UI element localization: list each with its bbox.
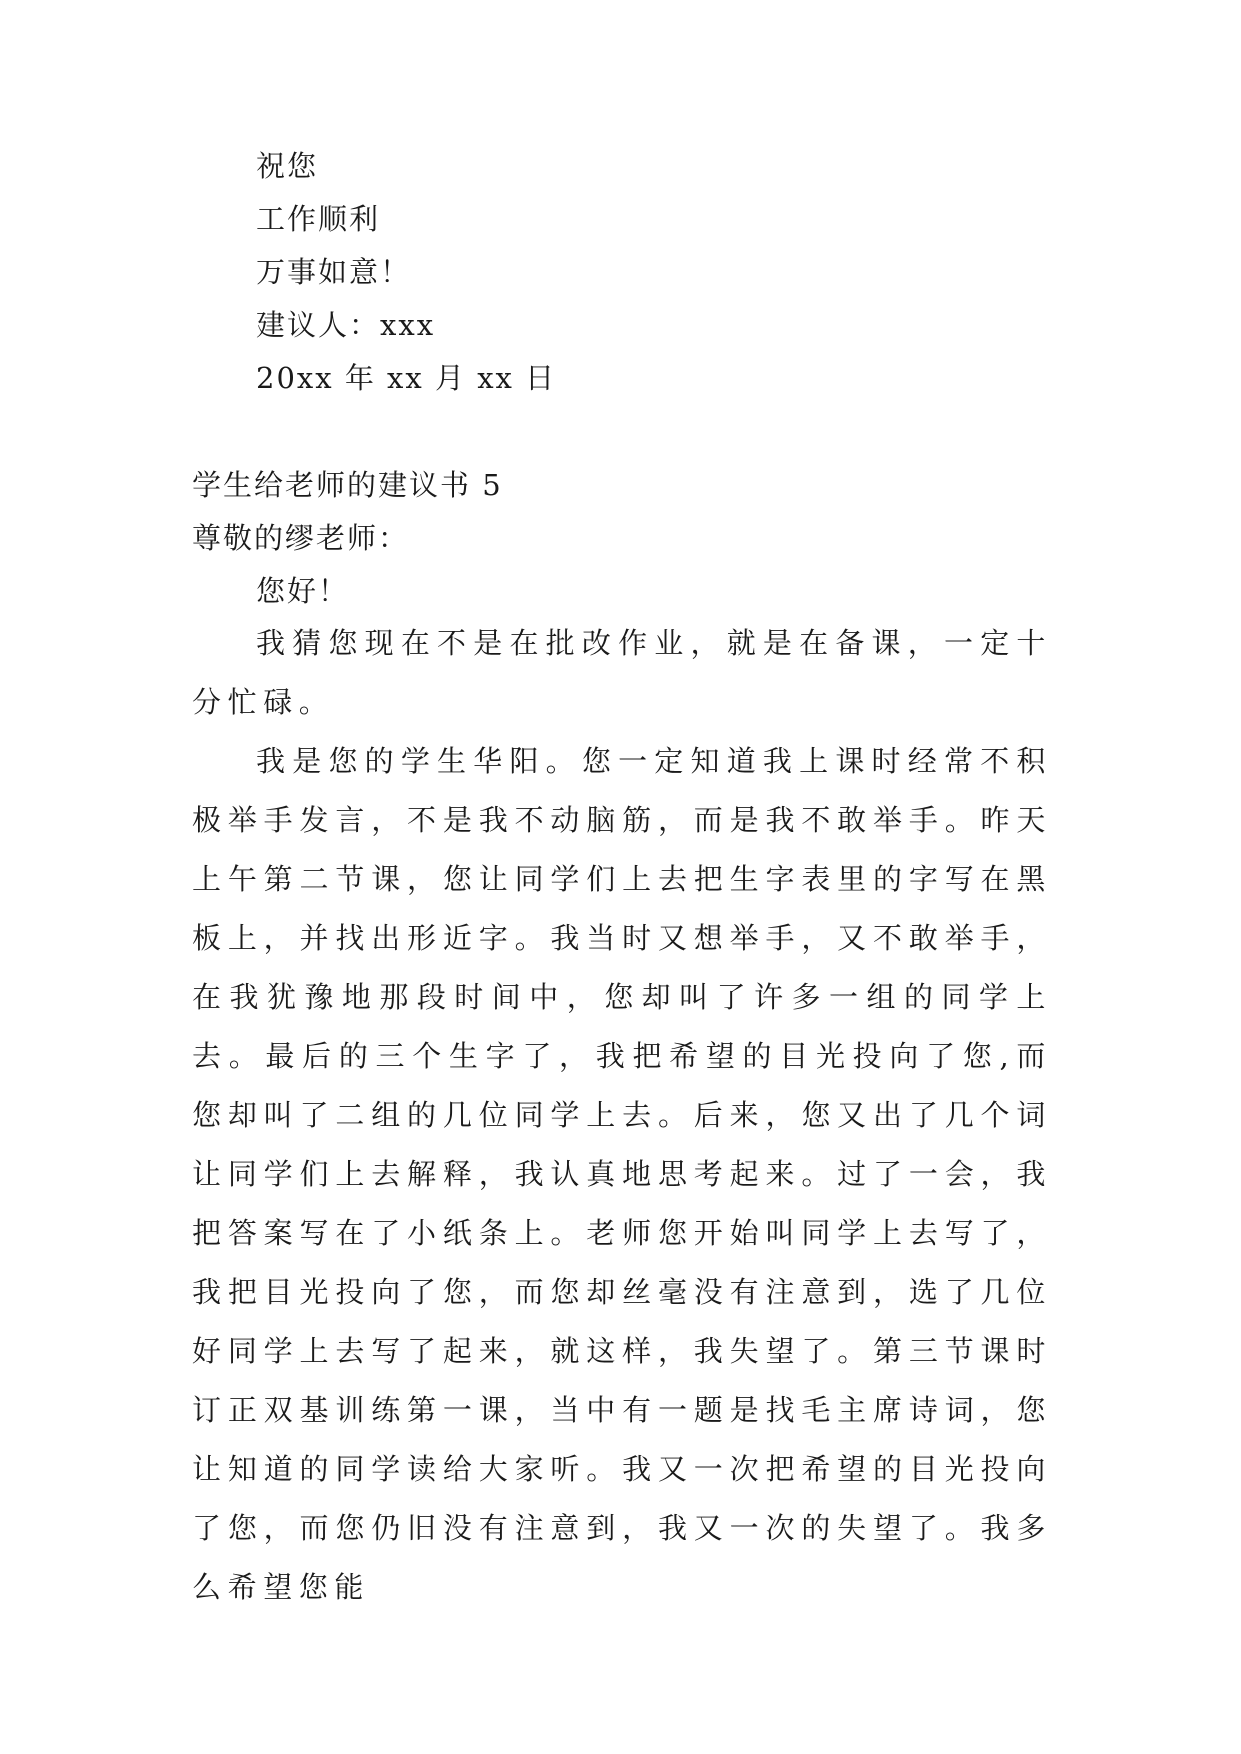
closing-line-2: 万事如意！ (256, 255, 412, 289)
date-line: 20xx 年 xx 月 xx 日 (256, 361, 557, 395)
greeting: 您好！ (256, 574, 350, 608)
letter-title: 学生给老师的建议书 5 (192, 468, 503, 502)
closing-wish: 祝您 (256, 149, 319, 183)
signer-line: 建议人：xxx (256, 308, 436, 342)
closing-line-1: 工作顺利 (256, 202, 381, 236)
salutation: 尊敬的缪老师： (192, 521, 410, 555)
body-paragraph-2: 我是您的学生华阳。您一定知道我上课时经常不积极举手发言，不是我不动脑筋，而是我不敢举手。昨天上午第二节课，您让同学们上去把生字表里的字写在黑板上，并找出形近字。我当时又想举手，又不敢举手，在我犹豫地那段时间中，您却叫了许多一组的同学上去。最后的三个生字了，我把希望的目光投向了您,而您却叫了二组的几位同学上去。后来，您又出了几个词让同学们上去解释，我认真地思考起来。过了一会，我把答案写在了小纸条上。老师您开始叫同学上去写了，我把目光投向了您，而您却丝毫没有注意到，选了几位好同学上去写了起来，就这样，我失望了。第三节课时订正双基训练第一课，当中有一题是找毛主席诗词，您让知道的同学读给大家听。我又一次把希望的目光投向了您，而您仍旧没有注意到，我又一次的失望了。我多么希望您能 (192, 744, 1052, 1604)
letter-body (192, 614, 1052, 1617)
body-paragraph-1: 我猜您现在不是在批改作业，就是在备课，一定十分忙碌。 (192, 626, 1052, 719)
